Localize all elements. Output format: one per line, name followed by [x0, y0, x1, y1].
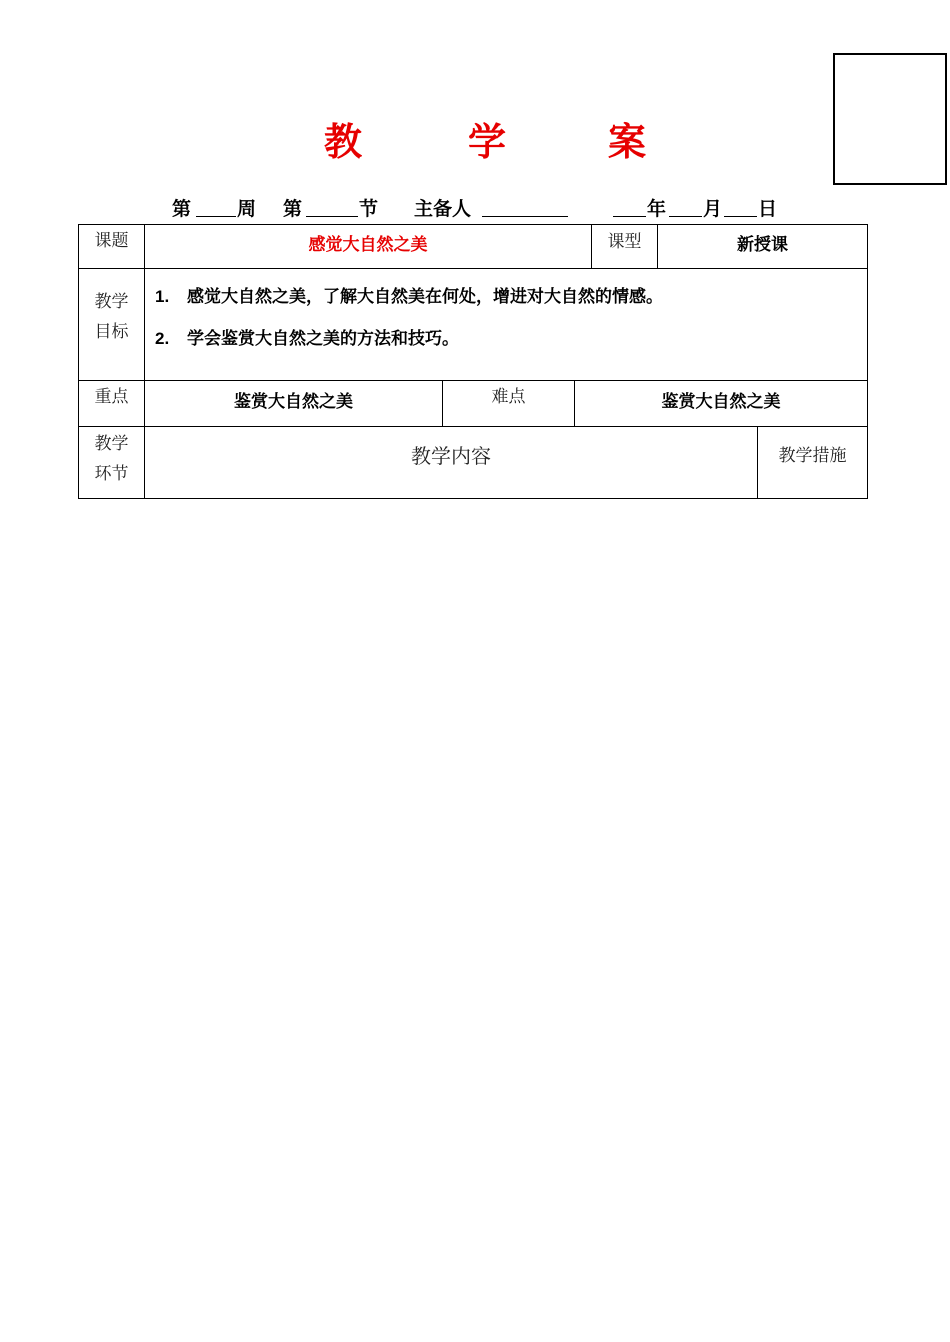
key-point-value[interactable]: 鉴赏大自然之美: [145, 381, 443, 427]
week-suffix: 周: [237, 198, 257, 220]
title-char-1: 教: [324, 119, 363, 164]
preparer-blank[interactable]: [482, 194, 568, 224]
page-title: [0, 118, 950, 168]
objective-item-2: [145, 327, 867, 351]
key-points-row: [79, 381, 868, 427]
objectives-label-line-1: 教学: [94, 292, 129, 312]
section-label-line-2: 环节: [94, 464, 129, 484]
lesson-blank[interactable]: [306, 194, 358, 224]
section-label-line-1: 教学: [94, 434, 129, 454]
month-label: 月: [703, 198, 723, 220]
difficulty-value[interactable]: 鉴赏大自然之美: [575, 381, 868, 427]
topic-value[interactable]: 感觉大自然之美: [145, 225, 592, 269]
content-column-header: 教学内容: [145, 427, 758, 499]
day-label: 日: [758, 198, 778, 220]
measures-column-header: 教学措施: [758, 427, 868, 499]
difficulty-label: 难点: [443, 381, 575, 427]
objective-num-1: 1.: [155, 287, 170, 306]
type-value[interactable]: 新授课: [658, 225, 868, 269]
objectives-content[interactable]: [145, 269, 868, 381]
objectives-row: [79, 269, 868, 381]
preparer-label: 主备人: [414, 198, 472, 220]
section-header-row: [79, 427, 868, 499]
week-blank[interactable]: [196, 194, 236, 224]
info-line: [0, 194, 950, 224]
topic-label: 课题: [79, 225, 145, 269]
objectives-label: [79, 269, 145, 381]
objective-item-1: [145, 285, 867, 309]
year-blank[interactable]: [613, 194, 646, 224]
lesson-suffix: 节: [359, 198, 379, 220]
week-prefix: 第: [172, 198, 192, 220]
objectives-label-line-2: 目标: [94, 322, 129, 342]
year-label: 年: [647, 198, 667, 220]
objective-num-2: 2.: [155, 329, 170, 348]
title-char-3: 案: [608, 119, 647, 164]
lesson-plan-table: [78, 224, 868, 499]
key-point-label: 重点: [79, 381, 145, 427]
day-blank[interactable]: [724, 194, 757, 224]
type-label: 课型: [592, 225, 658, 269]
topic-row: [79, 225, 868, 269]
objective-text-2: 学会鉴赏大自然之美的方法和技巧。: [187, 329, 459, 349]
month-blank[interactable]: [669, 194, 702, 224]
objective-text-1: 感觉大自然之美，了解大自然美在何处，增进对大自然的情感。: [187, 287, 663, 307]
lesson-prefix: 第: [283, 198, 303, 220]
section-label: [79, 427, 145, 499]
title-char-2: 学: [468, 119, 507, 164]
